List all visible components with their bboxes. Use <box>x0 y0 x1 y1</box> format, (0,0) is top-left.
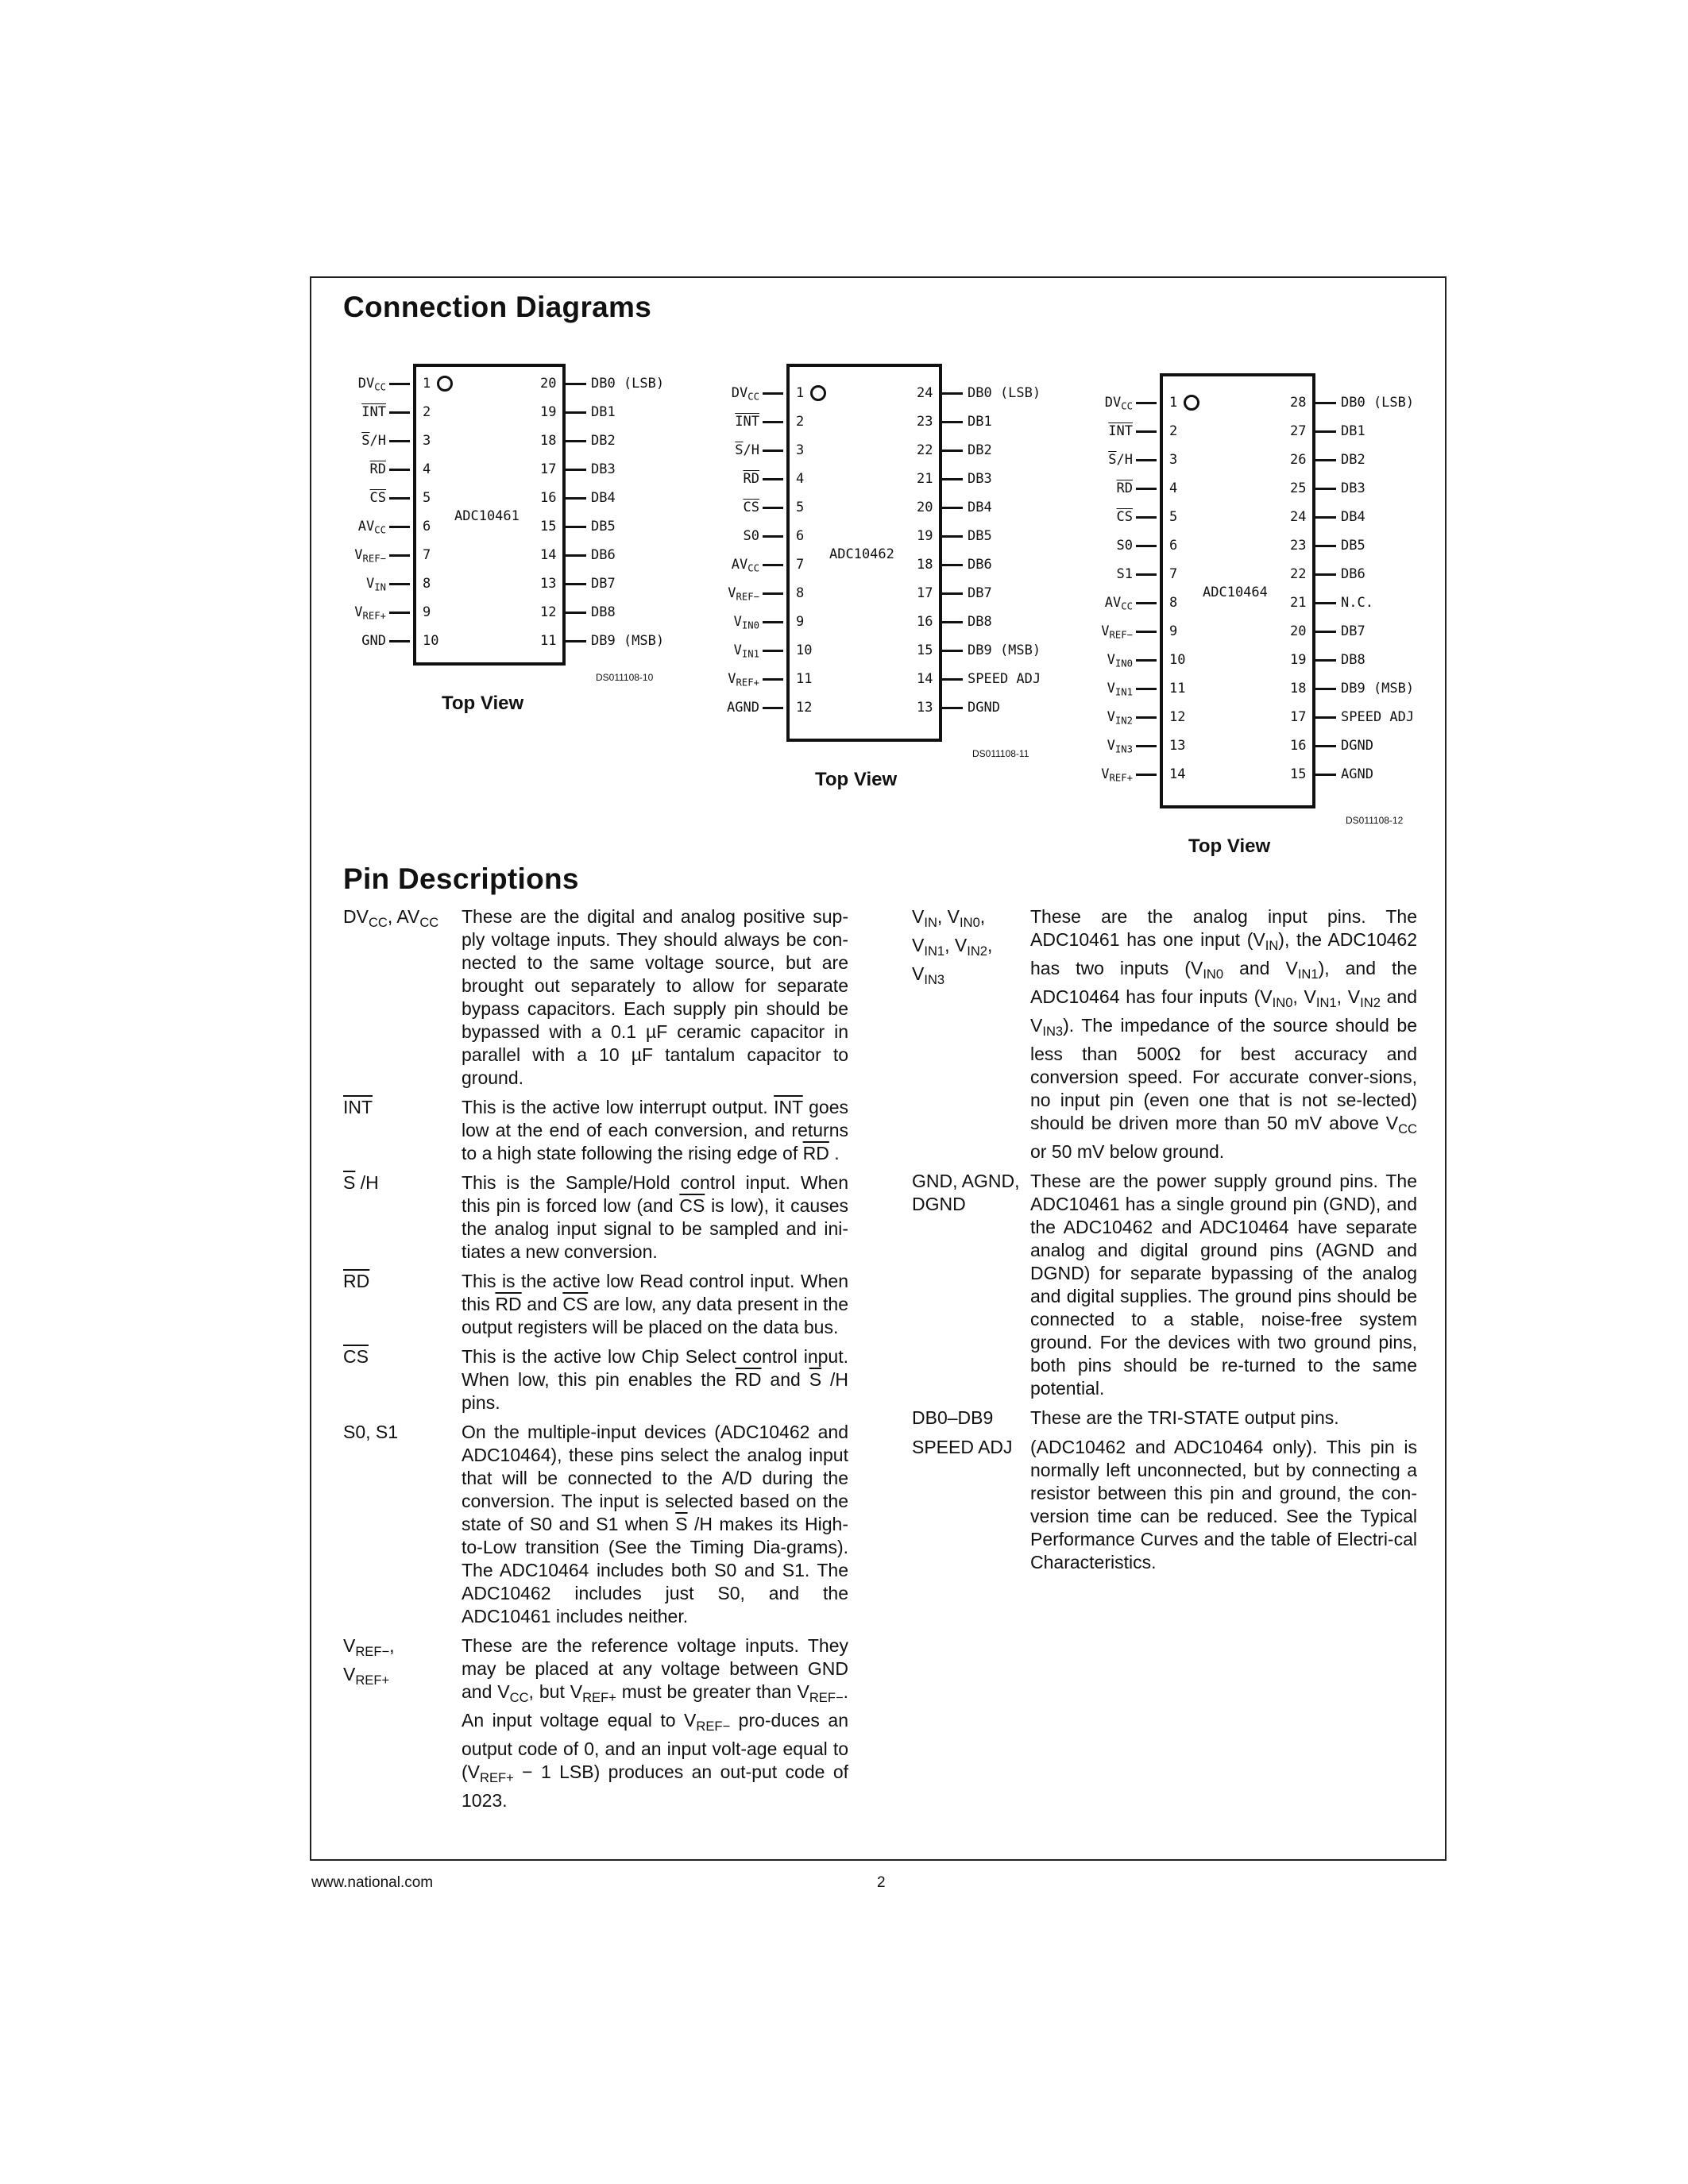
pin-description-entry <box>343 1171 848 1264</box>
pin-name: $AV_{CC}$ <box>357 519 386 536</box>
pin-description-entry <box>343 1421 848 1628</box>
pin-lead <box>942 535 963 538</box>
pin-number: 8 <box>1169 595 1178 611</box>
pin-right <box>1088 446 1422 473</box>
pin-number: 17 <box>917 585 933 601</box>
pin-name: $DV_{CC}$ <box>1104 395 1133 412</box>
pin-number: 23 <box>1290 538 1307 554</box>
pin-lead <box>1315 716 1336 719</box>
pin-number: 25 <box>1290 480 1307 496</box>
top-view-caption: Top View <box>442 693 524 714</box>
pin-lead <box>566 497 586 500</box>
pin-lead <box>1315 516 1336 519</box>
pin-description: (ADC10462 and ADC10464 only). This pin is normally left unconnected, but by connecting a resistor between this pin and ground, the con-version time can be reduced. See the Typical Performance Curves and the table of Electri-cal Characteristics. <box>1030 1436 1417 1572</box>
pin-number: 15 <box>917 642 933 658</box>
part-number-label: ADC10464 <box>1203 585 1268 600</box>
pin-name: $V_{IN3}$ <box>1107 738 1133 755</box>
pin-number: 1 <box>1169 395 1178 411</box>
pin-right <box>342 456 675 483</box>
pin-right <box>1088 646 1422 673</box>
pin-lead <box>1315 745 1336 747</box>
pin-name: AGND <box>727 700 759 716</box>
pin-name: DB3 <box>1341 480 1365 496</box>
pin-name: $\overline{INT}$ <box>1108 423 1133 439</box>
pin-description-entry <box>343 905 848 1090</box>
pin-name: $\overline{INT}$ <box>735 414 759 430</box>
pin-number: 11 <box>540 633 557 649</box>
pin-number: 2 <box>796 414 805 430</box>
pin-name: $AV_{CC}$ <box>731 557 759 574</box>
pin-number: 20 <box>917 500 933 515</box>
pin-name: $\overline{RD}$ <box>369 461 386 477</box>
pin-name: DB3 <box>968 471 992 487</box>
pin-term: S0, S1 <box>343 1422 399 1442</box>
pin-number: 5 <box>1169 509 1178 525</box>
pin-name: $V_{IN0}$ <box>733 614 759 631</box>
pin-descriptions-left-column <box>343 905 848 1819</box>
pin-number: 19 <box>1290 652 1307 668</box>
pin-name: $V_{IN2}$ <box>1107 709 1133 727</box>
pin-name: DB5 <box>1341 538 1365 554</box>
pin-name: SPEED ADJ <box>968 671 1041 687</box>
pin-right <box>1088 504 1422 531</box>
pin-name: DB2 <box>968 442 992 458</box>
pin-number: 26 <box>1290 452 1307 468</box>
pin-description-entry <box>343 1345 848 1414</box>
pin-name: $AV_{CC}$ <box>1104 595 1133 612</box>
pin-number: 5 <box>796 500 805 515</box>
pin-name: $V_{REF+}$ <box>1101 766 1133 784</box>
pin-number: 2 <box>1169 423 1178 439</box>
pin-number: 17 <box>1290 709 1307 725</box>
pin-number: 12 <box>1169 709 1186 725</box>
pin-number: 27 <box>1290 423 1307 439</box>
pin-description: This is the active low interrupt output. $\overline{INT}$ goes low at the end of each conversion, and returns to a high state following the rising edge of $\overline{RD}$ . <box>462 1097 849 1163</box>
pin-name: DB7 <box>1341 623 1365 639</box>
pin-name: DB4 <box>591 490 616 506</box>
pin-description: These are the power supply ground pins. The ADC10461 has a single ground pin (GND), and the ADC10462 and ADC10464 have separate analog and digital ground pins (AGND and DGND) for separate bypassing of the analog and digital supplies. The ground pins should be connected to a stable, noise-free system ground. For the devices with two ground pins, both pins should be re-turned to the same potential. <box>1030 1170 1417 1399</box>
pin-right <box>715 666 1049 693</box>
pin-name: $V_{IN1}$ <box>733 642 759 660</box>
pin-right <box>1088 618 1422 645</box>
pin-number: 12 <box>540 604 557 620</box>
pin-number: 11 <box>1169 681 1186 696</box>
pin-term: $\overline{INT}$ <box>343 1097 373 1117</box>
pin-right <box>1088 475 1422 502</box>
pin-number: 14 <box>1169 766 1186 782</box>
pin-lead <box>566 554 586 557</box>
pin-number: 22 <box>1290 566 1307 582</box>
pin-right <box>1088 389 1422 416</box>
pin-name: $\overline{INT}$ <box>361 404 386 420</box>
pin-lead <box>1315 659 1336 662</box>
part-number-label: ADC10462 <box>829 546 894 562</box>
pin-description-entry <box>912 1406 1417 1430</box>
pin-number: 8 <box>796 585 805 601</box>
pin-number: 10 <box>796 642 813 658</box>
pin-right <box>715 523 1049 550</box>
pin-right <box>1088 761 1422 788</box>
pin-right <box>342 484 675 511</box>
pin-description: These are the analog input pins. The ADC10461 has one input $(V_{IN})$, the ADC10462 has two inputs ($V_{IN0}$ and $V_{IN1}$), and the ADC10464 has four inputs ($V_{IN0}$, $V_{IN1}$, $V_{IN2}$ and $V_{IN3}$). The impedance of the source should be less than 500Ω for best accuracy and conversion speed. For accurate conver-sions, no input pin (even one that is not se-lected) should be driven more than 50 mV above $V_{CC}$ or 50 mV below ground. <box>1030 906 1418 1162</box>
pin-lead <box>942 507 963 509</box>
pin-lead <box>1315 602 1336 604</box>
pin-term: $V_{IN}$, $V_{IN0}$, $V_{IN1}$, $V_{IN2}$, $V_{IN3}$ <box>912 906 993 987</box>
pin-name: S1 <box>1116 566 1133 582</box>
pin-number: 3 <box>1169 452 1178 468</box>
pin-lead <box>566 383 586 385</box>
pin-lead <box>1315 430 1336 433</box>
pin-lead <box>942 450 963 452</box>
pin-number: 16 <box>917 614 933 630</box>
pin-number: 6 <box>1169 538 1178 554</box>
pin-name: $V_{REF-}$ <box>354 547 386 565</box>
pin-lead <box>942 621 963 623</box>
pin-lead <box>1315 488 1336 490</box>
pin-lead <box>566 640 586 642</box>
pin-name: $\overline{S}/H$ <box>735 442 759 458</box>
pin-number: 9 <box>423 604 431 620</box>
pin-number: 28 <box>1290 395 1307 411</box>
pin-name: DB9 (MSB) <box>591 633 665 649</box>
pin-lead <box>942 564 963 566</box>
pin-right <box>715 608 1049 635</box>
pin-term: $\overline{CS}$ <box>343 1346 369 1367</box>
pin-term: DB0–DB9 <box>912 1406 994 1428</box>
pin-name: DB7 <box>591 576 616 592</box>
pin-lead <box>566 411 586 414</box>
pin-right <box>342 399 675 426</box>
pin-number: 14 <box>917 671 933 687</box>
pin-right <box>1088 675 1422 702</box>
pin-description: These are the digital and analog positive sup-ply voltage inputs. They should always be con-nected to the same voltage source, but are brought out separately to allow for separate bypass capacitors. Each supply pin should be bypassed with a 0.1 µF ceramic capacitor in parallel with a 10 µF tantalum capacitor to ground. <box>462 906 848 1088</box>
pin-right <box>342 542 675 569</box>
pin-description: These are the reference voltage inputs. They may be placed at any voltage between GND and $V_{CC}$, but $V_{REF+}$ must be greater than $V_{REF-}$. An input voltage equal to $V_{REF-}$ pro-duces an output code of 0, and an input volt-age equal to ($V_{REF+} - 1$ LSB) produces an out-put code of 1023. <box>462 1635 849 1811</box>
pin-lead <box>1315 459 1336 461</box>
pin-number: 6 <box>796 528 805 544</box>
pin-lead <box>942 678 963 681</box>
pin-number: 17 <box>540 461 557 477</box>
pin-name: DB3 <box>591 461 616 477</box>
pin-description: This is the active low Chip Select control input. When low, this pin enables the $\overline{RD}$ and $\overline{S}$ /H pins. <box>462 1346 848 1413</box>
pin-name: DB1 <box>1341 423 1365 439</box>
pin-number: 10 <box>423 633 439 649</box>
pin-number: 21 <box>1290 595 1307 611</box>
pin-number: 7 <box>1169 566 1178 582</box>
pin-name: $V_{REF+}$ <box>354 604 386 622</box>
pin-number: 15 <box>540 519 557 534</box>
pin-name: DB8 <box>1341 652 1365 668</box>
pin-right <box>1088 732 1422 759</box>
pin-name: DB6 <box>1341 566 1365 582</box>
pin-description: This is the Sample/Hold control input. When this pin is forced low (and $\overline{CS}$ is low), it causes the analog input signal to be sampled and ini-tiates a new conversion. <box>462 1172 848 1262</box>
pin-right <box>342 370 675 397</box>
pin-lead <box>942 707 963 709</box>
pin-lead <box>1315 631 1336 633</box>
pin-name: DB7 <box>968 585 992 601</box>
pin-name: $\overline{RD}$ <box>743 471 759 487</box>
pin-name: $\overline{CS}$ <box>369 490 386 506</box>
pin-right <box>715 380 1049 407</box>
pin-descriptions-right-column <box>912 905 1417 1580</box>
pin-number: 6 <box>423 519 431 534</box>
pin-name: $\overline{CS}$ <box>1116 509 1133 525</box>
pin-number: 11 <box>796 671 813 687</box>
pin-name: $V_{IN0}$ <box>1107 652 1133 669</box>
pin-right <box>342 599 675 626</box>
pin-lead <box>1315 545 1336 547</box>
pin-name: DB0 (LSB) <box>591 376 665 392</box>
pin-lead <box>566 526 586 528</box>
pin-number: 8 <box>423 576 431 592</box>
pin-number: 9 <box>796 614 805 630</box>
pin-name: DGND <box>1341 738 1373 754</box>
pin-number: 1 <box>423 376 431 392</box>
pin-name: DB5 <box>968 528 992 544</box>
pin-name: DB1 <box>591 404 616 420</box>
pin-name: N.C. <box>1341 595 1373 611</box>
pin-lead <box>942 421 963 423</box>
pin-number: 3 <box>423 433 431 449</box>
pin-number: 3 <box>796 442 805 458</box>
pin-right <box>715 494 1049 521</box>
pin-lead <box>1315 573 1336 576</box>
pin-name: $V_{IN}$ <box>366 576 386 593</box>
pin-lead <box>566 440 586 442</box>
pin-name: $V_{REF-}$ <box>728 585 759 603</box>
pin-lead <box>1315 688 1336 690</box>
pin-name: DGND <box>968 700 1000 716</box>
pin-name: $V_{REF-}$ <box>1101 623 1133 641</box>
pin-descriptions-heading: Pin Descriptions <box>343 862 579 895</box>
pin-name: $V_{IN1}$ <box>1107 681 1133 698</box>
pin-number: 9 <box>1169 623 1178 639</box>
pin-right <box>715 408 1049 435</box>
pin-description-entry <box>343 1270 848 1339</box>
pin-name: DB8 <box>591 604 616 620</box>
pin-term: $DV_{CC}$, $AV_{CC}$ <box>343 906 439 930</box>
pin-lead <box>942 478 963 480</box>
pin-number: 18 <box>1290 681 1307 696</box>
pin-right <box>715 694 1049 721</box>
footer-url: www.national.com <box>311 1874 434 1891</box>
pin-name: DB8 <box>968 614 992 630</box>
pin-lead <box>566 583 586 585</box>
pin-number: 4 <box>796 471 805 487</box>
pin-number: 16 <box>1290 738 1307 754</box>
pin-term: $V_{REF-}$, $V_{REF+}$ <box>343 1635 395 1688</box>
pin-name: $DV_{CC}$ <box>357 376 386 393</box>
pin-number: 20 <box>1290 623 1307 639</box>
pin-number: 21 <box>917 471 933 487</box>
pin-name: DB1 <box>968 414 992 430</box>
pin-right <box>342 427 675 454</box>
connection-diagrams-heading: Connection Diagrams <box>343 291 652 323</box>
pin-term: SPEED ADJ <box>912 1436 1013 1457</box>
pin-description-entry <box>912 1170 1417 1400</box>
pin-name: GND <box>361 633 386 649</box>
pin-number: 5 <box>423 490 431 506</box>
drawing-number: DS011108-11 <box>972 748 1029 759</box>
pin-number: 7 <box>423 547 431 563</box>
pin-number: 19 <box>540 404 557 420</box>
pin-name: DB9 (MSB) <box>1341 681 1415 696</box>
pin-description-entry <box>912 905 1417 1163</box>
pin-description-entry <box>343 1096 848 1165</box>
pin-right <box>1088 561 1422 588</box>
pin-name: S0 <box>1116 538 1133 554</box>
pin-term: $\overline{S}$ /H <box>343 1172 379 1193</box>
pin-number: 4 <box>423 461 431 477</box>
pin-number: 14 <box>540 547 557 563</box>
pin-name: DB4 <box>1341 509 1365 525</box>
pin-right <box>715 465 1049 492</box>
pin-name: DB0 (LSB) <box>968 385 1041 401</box>
drawing-number: DS011108-10 <box>596 672 654 683</box>
pin-name: DB6 <box>591 547 616 563</box>
pin-right <box>342 570 675 597</box>
pin-number: 13 <box>917 700 933 716</box>
pin-number: 16 <box>540 490 557 506</box>
pin-number: 15 <box>1290 766 1307 782</box>
top-view-caption: Top View <box>815 769 898 790</box>
pin-name: DB2 <box>1341 452 1365 468</box>
pin-description-entry <box>912 1436 1417 1574</box>
pin-number: 2 <box>423 404 431 420</box>
pin-lead <box>1315 402 1336 404</box>
pin-name: S0 <box>743 528 759 544</box>
pin-term: GND, AGND, DGND <box>912 1170 1020 1214</box>
pin-number: 4 <box>1169 480 1178 496</box>
pin-name: AGND <box>1341 766 1373 782</box>
pin-name: DB2 <box>591 433 616 449</box>
pin-number: 13 <box>1169 738 1186 754</box>
pin-description: On the multiple-input devices (ADC10462 and ADC10464), these pins select the analog input that will be connected to the A/D during the conversion. The input is selected based on the state of S0 and S1 when $\overline{S}$ /H makes its High-to-Low transition (See the Timing Dia-grams). The ADC10464 includes both S0 and S1. The ADC10462 includes just S0, and the ADC10461 includes neither. <box>462 1422 848 1626</box>
footer-page-number: 2 <box>877 1874 886 1891</box>
pin-right <box>715 437 1049 464</box>
pin-number: 20 <box>540 376 557 392</box>
pin-right <box>715 580 1049 607</box>
pin-description: This is the active low Read control input. When this $\overline{RD}$ and $\overline{CS}$ are low, any data present in the output registers will be placed on the data bus. <box>462 1271 849 1337</box>
pin-lead <box>942 392 963 395</box>
pin-term: $\overline{RD}$ <box>343 1271 370 1291</box>
pin-right <box>1088 418 1422 445</box>
pin-name: $\overline{RD}$ <box>1116 480 1133 496</box>
pin-right <box>715 637 1049 664</box>
pin-name: DB9 (MSB) <box>968 642 1041 658</box>
drawing-number: DS011108-12 <box>1346 815 1404 826</box>
pin-name: DB5 <box>591 519 616 534</box>
pin-description: These are the TRI-STATE output pins. <box>1030 1406 1339 1428</box>
pin-lead <box>1315 774 1336 776</box>
pin-name: $\overline{CS}$ <box>743 500 759 515</box>
pin-number: 18 <box>540 433 557 449</box>
pin-number: 10 <box>1169 652 1186 668</box>
pin-number: 22 <box>917 442 933 458</box>
pin-right <box>342 627 675 654</box>
pin-name: $V_{REF+}$ <box>728 671 759 689</box>
pin-name: SPEED ADJ <box>1341 709 1415 725</box>
pin-number: 24 <box>917 385 933 401</box>
pin-name: DB4 <box>968 500 992 515</box>
pin-lead <box>942 592 963 595</box>
pin-right <box>1088 704 1422 731</box>
pin-number: 23 <box>917 414 933 430</box>
pin-name: $\overline{S}/H$ <box>1108 452 1133 468</box>
pin-description-entry <box>343 1634 848 1812</box>
top-view-caption: Top View <box>1188 835 1271 857</box>
pin-right <box>1088 532 1422 559</box>
pin-number: 12 <box>796 700 813 716</box>
pin-name: DB6 <box>968 557 992 573</box>
pin-number: 18 <box>917 557 933 573</box>
pin-lead <box>566 612 586 614</box>
pin-name: $\overline{S}/H$ <box>361 433 386 449</box>
pin-name: $DV_{CC}$ <box>731 385 759 403</box>
pin-number: 1 <box>796 385 805 401</box>
pin-number: 13 <box>540 576 557 592</box>
part-number-label: ADC10461 <box>454 508 520 524</box>
pin-lead <box>942 650 963 652</box>
pin-number: 24 <box>1290 509 1307 525</box>
pin-lead <box>566 469 586 471</box>
pin-number: 19 <box>917 528 933 544</box>
pin-name: DB0 (LSB) <box>1341 395 1415 411</box>
pin-number: 7 <box>796 557 805 573</box>
